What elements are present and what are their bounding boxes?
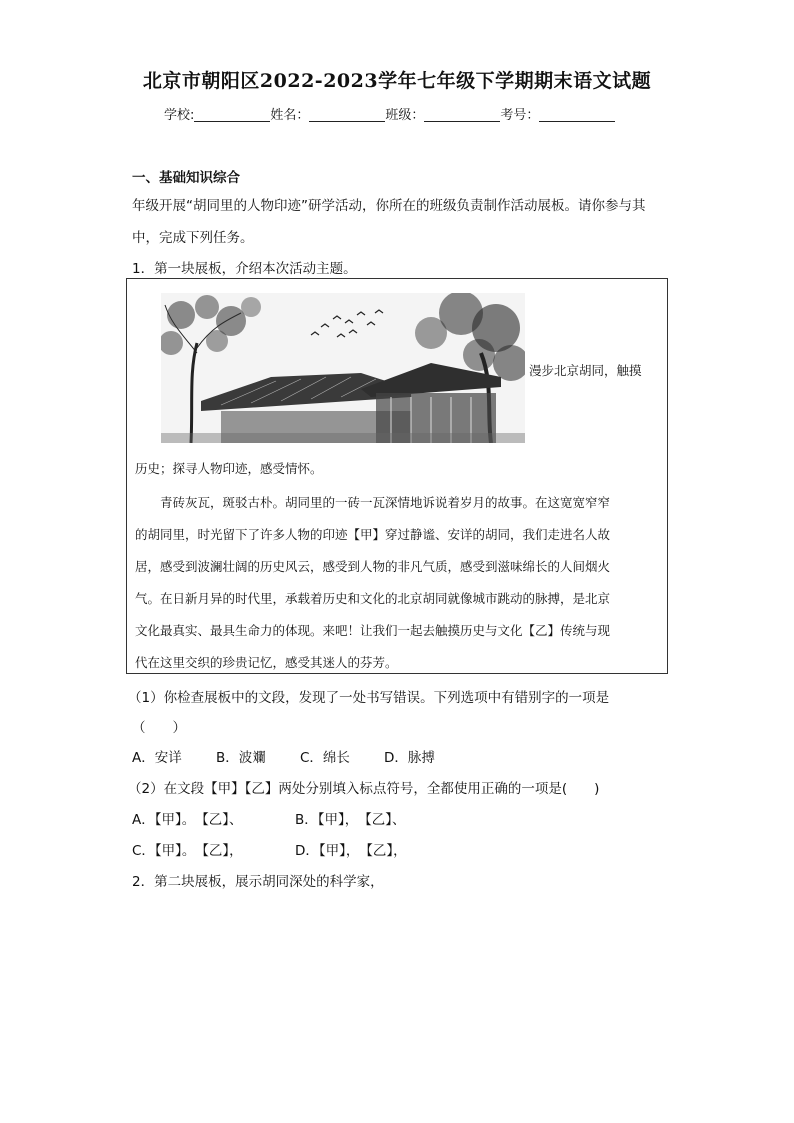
board-caption-below: 历史；探寻人物印迹，感受情怀。 xyxy=(135,461,323,476)
q1-2-option-c: C．【甲】。 【乙】， xyxy=(132,843,243,859)
board-caption-right: 漫步北京胡同，触摸 xyxy=(529,363,642,378)
school-blank xyxy=(194,108,270,122)
intro-line-2: 中，完成下列任务。 xyxy=(132,230,254,246)
q1-2-stem: （2）在文段【甲】【乙】两处分别填入标点符号，全都使用正确的一项是( ) xyxy=(128,781,600,797)
paragraph-line: 文化最真实、最具生命力的体现。来吧！让我们一起去触摸历史与文化【乙】传统与现 xyxy=(135,623,611,638)
name-blank xyxy=(309,108,385,122)
name-label: 姓名： xyxy=(270,108,310,123)
paragraph-line: 居，感受到波澜壮阔的历史风云，感受到人物的非凡气质，感受到滋味绵长的人间烟火 xyxy=(135,559,611,574)
class-blank xyxy=(424,108,500,122)
paragraph-line: 代在这里交织的珍贵记忆，感受其迷人的芬芳。 xyxy=(135,655,398,670)
q1-1-option-d: D．脉搏 xyxy=(384,750,435,766)
school-label: 学校: xyxy=(164,108,195,123)
q1-1-option-c: C．绵长 xyxy=(300,750,350,766)
section-heading: 一、基础知识综合 xyxy=(132,170,240,186)
q1-1-option-a: A．安详 xyxy=(132,750,182,766)
q1-1-stem-line1: （1）你检查展板中的文段，发现了一处书写错误。下列选项中有错别字的一项是 xyxy=(128,690,610,706)
q1-1-stem-line2: （ ） xyxy=(132,720,186,736)
paragraph-line: 气。在日新月异的时代里，承载着历史和文化的北京胡同就像城市跳动的脉搏，是北京 xyxy=(135,591,611,606)
question-1-text: 1．第一块展板，介绍本次活动主题。 xyxy=(132,261,357,277)
q1-2-option-a: A．【甲】。 【乙】、 xyxy=(132,812,243,828)
paragraph-line: 的胡同里，时光留下了许多人物的印迹【甲】穿过静谧、安详的胡同，我们走进名人故 xyxy=(135,527,611,542)
display-board xyxy=(126,278,668,674)
number-blank xyxy=(539,108,615,122)
class-label: 班级： xyxy=(385,108,425,123)
intro-line-1: 年级开展“胡同里的人物印迹”研学活动，你所在的班级负责制作活动展板。请你参与其 xyxy=(132,198,646,214)
q1-2-option-d: D．【甲】， 【乙】， xyxy=(295,843,407,859)
question-2-text: 2．第二块展板，展示胡同深处的科学家， xyxy=(132,874,384,890)
q1-2-option-b: B．【甲】， 【乙】、 xyxy=(295,812,406,828)
hutong-sketch-image xyxy=(161,293,525,443)
q1-1-option-b: B．波斕 xyxy=(216,750,266,766)
board-paragraph xyxy=(135,487,659,679)
number-label: 考号： xyxy=(500,108,540,123)
student-info-line xyxy=(164,104,615,123)
page-title: 北京市朝阳区2022-2023学年七年级下学期期末语文试题 xyxy=(142,70,652,92)
paragraph-line: 青砖灰瓦，斑驳古朴。胡同里的一砖一瓦深情地诉说着岁月的故事。在这宽宽窄窄 xyxy=(160,495,611,510)
